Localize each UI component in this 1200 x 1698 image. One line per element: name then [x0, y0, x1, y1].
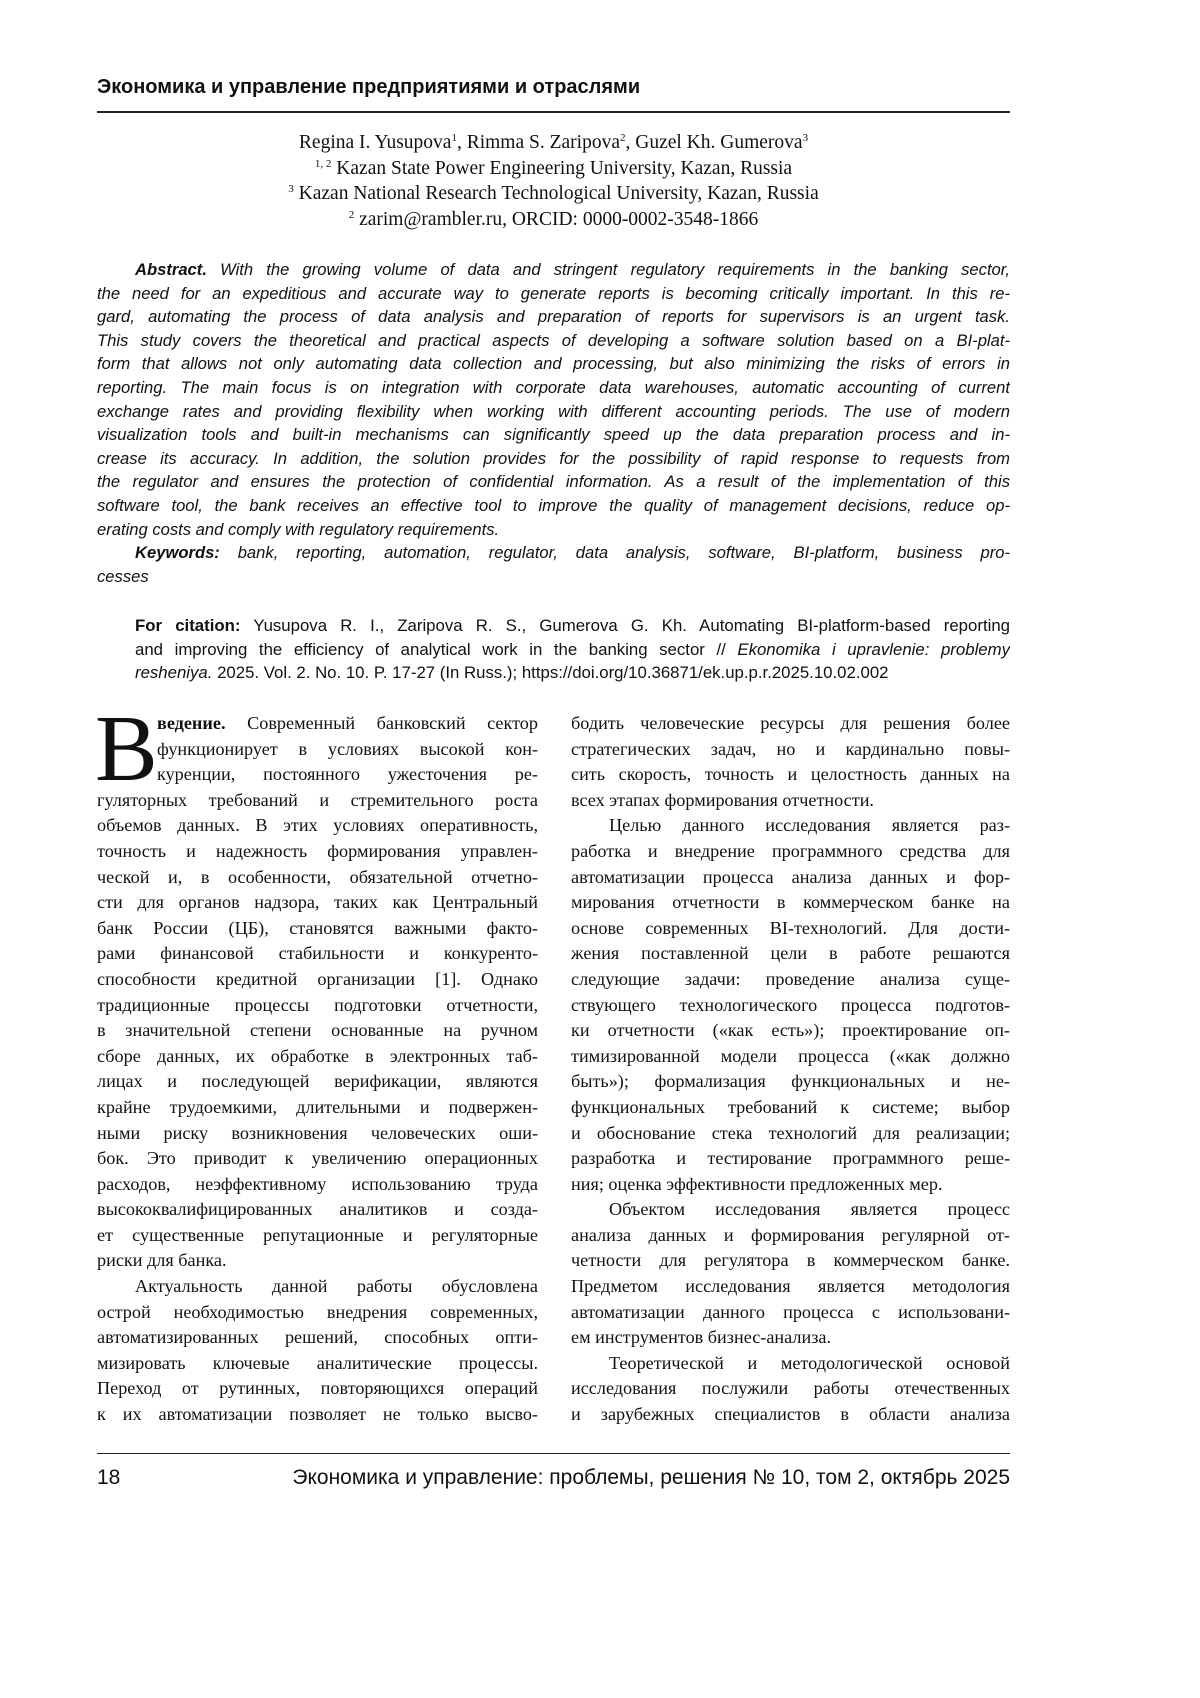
text-segment: риски для банка.: [97, 1250, 227, 1270]
text-segment: острой необходимостью внедрения современных,: [97, 1302, 538, 1322]
text-segment: высококвалифицированных аналитиков и созда-: [97, 1199, 538, 1219]
text-line: [571, 1121, 1010, 1147]
author-sup: 2: [620, 132, 626, 144]
text-line: [97, 494, 1010, 518]
text-segment: the need for an expeditious and accurate way to generate reports is becoming critically important. In this re-: [97, 284, 1010, 303]
text-segment: банк России (ЦБ), становятся важными факто-: [97, 918, 538, 938]
text-segment: способности кредитной организации [1]. Однако: [97, 969, 538, 989]
text-line: [571, 1146, 1010, 1172]
text-segment: gard, automating the process of data analysis and preparation of reports for supervisors is an urgent task.: [97, 307, 1010, 326]
authors-block: [97, 130, 1010, 233]
contact-text: zarim@rambler.ru, ORCID: 0000-0002-3548-1866: [354, 209, 758, 230]
text-line: [97, 305, 1010, 329]
text-line: [97, 1376, 538, 1402]
text-line: [571, 737, 1010, 763]
text-line: [97, 967, 538, 993]
text-line: [97, 1044, 538, 1070]
text-segment: мирования отчетности в коммерческом банке на: [571, 892, 1010, 912]
label-text: Keywords:: [135, 543, 220, 562]
text-segment: работка и внедрение программного средства для: [571, 841, 1010, 861]
text-segment: рами финансовой стабильности и конкуренто-: [97, 943, 538, 963]
affiliation-text: Kazan National Research Technological University, Kazan, Russia: [294, 183, 819, 204]
text-line: [97, 1121, 538, 1147]
text-segment: основе современных BI-технологий. Для дости-: [571, 918, 1010, 938]
text-line: [571, 1300, 1010, 1326]
text-line: [97, 541, 1010, 565]
text-segment: reporting. The main focus is on integration with corporate data warehouses, automatic accounting of current: [97, 378, 1010, 397]
text-segment: традиционные процессы подготовки отчетности,: [97, 995, 538, 1015]
text-segment: функциональных требований к системе; выбор: [571, 1097, 1010, 1117]
text-segment: сборе данных, их обработке в электронных таб-: [97, 1046, 538, 1066]
text-segment: Теоретической и методологической основой: [609, 1353, 1010, 1373]
text-segment: тимизированной модели процесса («как должно: [571, 1046, 1010, 1066]
text-line: [97, 282, 1010, 306]
text-line: [97, 865, 538, 891]
text-segment: Предметом исследования является методология: [571, 1276, 1010, 1296]
drop-cap: В: [95, 709, 158, 789]
text-line: [97, 813, 538, 839]
text-line: [571, 1018, 1010, 1044]
journal-issue: Экономика и управление: проблемы, решения № 10, том 2, октябрь 2025: [292, 1466, 1010, 1490]
text-segment: всех этапах формирования отчетности.: [571, 790, 874, 810]
text-line: [97, 916, 538, 942]
text-segment: This study covers the theoretical and practical aspects of developing a software solution based on a BI-plat-: [97, 331, 1010, 350]
text-line: [97, 614, 1010, 638]
text-segment: объемов данных. В этих условиях оперативность,: [97, 815, 538, 835]
text-segment: мизировать ключевые аналитические процессы.: [97, 1353, 538, 1373]
text-segment: exchange rates and providing flexibility when working with different accounting periods. The use of modern: [97, 402, 1010, 421]
text-segment: Целью данного исследования является раз-: [609, 815, 1010, 835]
text-line: [97, 1069, 538, 1095]
text-line: [97, 941, 538, 967]
text-segment: Переход от рутинных, повторяющихся операций: [97, 1378, 538, 1398]
text-segment: сти для органов надзора, таких как Центральный: [97, 892, 538, 912]
text-segment: ки отчетности («как есть»); проектирование оп-: [571, 1020, 1010, 1040]
text-segment: ет существенные репутационные и регуляторные: [97, 1225, 538, 1245]
text-line: [97, 993, 538, 1019]
text-line: [97, 890, 538, 916]
text-segment: cesses: [97, 567, 149, 586]
body-column-left: [97, 711, 538, 1428]
text-segment: бодить человеческие ресурсы для решения более: [571, 713, 1010, 733]
text-line: [97, 352, 1010, 376]
text-line: [97, 1248, 538, 1274]
text-line: [571, 762, 1010, 788]
affiliation-sup: 1, 2: [315, 158, 332, 170]
text-line: [97, 1351, 538, 1377]
body-column-right: [571, 711, 1010, 1428]
text-segment: бок. Это приводит к увеличению операционных: [97, 1148, 538, 1168]
text-line: [97, 737, 538, 763]
text-segment: исследования послужили работы отечественных: [571, 1378, 1010, 1398]
text-segment: функционирует в условиях высокой кон-: [157, 739, 538, 759]
abstract: [97, 258, 1010, 588]
page-footer: [97, 1466, 1010, 1490]
text-segment: crease its accuracy. In addition, the solution provides for the possibility of rapid response to requests from: [97, 449, 1010, 468]
label-text: For citation:: [135, 616, 240, 635]
author-sup: 3: [803, 132, 809, 144]
author-name: , Rimma S. Zaripova: [457, 132, 620, 153]
text-segment: form that allows not only automating data collection and processing, but also minimizing the risks of errors in: [97, 354, 1010, 373]
text-line: [97, 423, 1010, 447]
text-line: [97, 1325, 538, 1351]
text-segment: the regulator and ensures the protection of confidential information. As a result of the implementation of this: [97, 472, 1010, 491]
text-segment: быть»); формализация функциональных и не-: [571, 1071, 1010, 1091]
text-segment: ными риску возникновения человеческих оши-: [97, 1123, 538, 1143]
text-line: [97, 1274, 538, 1300]
text-line: [97, 1172, 538, 1198]
contact-line: [97, 207, 1010, 233]
text-line: [571, 1325, 1010, 1351]
author-sup: 1: [451, 132, 457, 144]
label-text: ведение.: [157, 713, 226, 733]
text-segment: ческой и, в особенности, обязательной отчетно-: [97, 867, 538, 887]
text-line: [571, 1069, 1010, 1095]
citation: [97, 614, 1010, 685]
text-segment: сить скорость, точность и целостность данных на: [571, 764, 1010, 784]
text-segment: жения поставленной цели в работе решаются: [571, 943, 1010, 963]
text-line: [571, 1248, 1010, 1274]
footer-rule: [97, 1453, 1010, 1454]
text-line: [97, 376, 1010, 400]
text-line: [97, 565, 1010, 589]
text-segment: and improving the efficiency of analytical work in the banking sector //: [135, 640, 737, 659]
author-name: Regina I. Yusupova: [299, 132, 452, 153]
text-line: [571, 1351, 1010, 1377]
affiliation: [97, 181, 1010, 207]
text-line: [571, 1044, 1010, 1070]
label-text: Abstract.: [135, 260, 207, 279]
text-line: [571, 916, 1010, 942]
text-segment: автоматизации данного процесса с использовани-: [571, 1302, 1010, 1322]
text-segment: следующие задачи: проведение анализа суще-: [571, 969, 1010, 989]
text-line: [97, 1146, 538, 1172]
text-line: [97, 1018, 538, 1044]
text-segment: resheniya.: [135, 663, 212, 682]
text-line: [571, 1274, 1010, 1300]
affiliation: [97, 156, 1010, 182]
text-segment: erating costs and comply with regulatory requirements.: [97, 520, 499, 539]
text-segment: стратегических задач, но и кардинально повы-: [571, 739, 1010, 759]
text-segment: 2025. Vol. 2. No. 10. P. 17-27 (In Russ.); https://doi.org/10.36871/ek.up.p.r.2025.10.02.002: [212, 663, 888, 682]
text-segment: разработка и тестирование программного реше-: [571, 1148, 1010, 1168]
text-line: [97, 470, 1010, 494]
text-segment: в значительной степени основанные на ручном: [97, 1020, 538, 1040]
text-line: [571, 890, 1010, 916]
text-line: [571, 1223, 1010, 1249]
text-line: [97, 329, 1010, 353]
text-segment: software tool, the bank receives an effective tool to improve the quality of management decisions, reduce op-: [97, 496, 1010, 515]
author-names: [97, 130, 1010, 156]
text-segment: анализа данных и формирования регулярной от-: [571, 1225, 1010, 1245]
text-segment: bank, reporting, automation, regulator, data analysis, software, BI-platform, business pro-: [220, 543, 1010, 562]
author-name: , Guzel Kh. Gumerova: [626, 132, 803, 153]
text-line: [571, 1402, 1010, 1428]
text-line: [571, 1172, 1010, 1198]
affiliation-text: Kazan State Power Engineering University, Kazan, Russia: [331, 158, 792, 179]
text-segment: и зарубежных специалистов в области анализа: [571, 1404, 1010, 1424]
text-line: [97, 788, 538, 814]
text-segment: к их автоматизации позволяет не только высво-: [97, 1404, 538, 1424]
text-segment: ем инструментов бизнес-анализа.: [571, 1327, 831, 1347]
text-segment: крайне трудоемкими, длительными и подвержен-: [97, 1097, 538, 1117]
page-number: 18: [97, 1466, 120, 1490]
text-segment: Объектом исследования является процесс: [609, 1199, 1010, 1219]
text-line: [571, 1376, 1010, 1402]
text-line: [571, 1095, 1010, 1121]
text-line: [97, 661, 1010, 685]
text-segment: лицах и последующей верификации, являются: [97, 1071, 538, 1091]
text-line: [571, 993, 1010, 1019]
text-line: [571, 839, 1010, 865]
text-segment: расходов, неэффективному использованию труда: [97, 1174, 538, 1194]
text-line: [97, 839, 538, 865]
text-segment: ния; оценка эффективности предложенных мер.: [571, 1174, 943, 1194]
text-line: [97, 1300, 538, 1326]
text-line: [571, 865, 1010, 891]
affiliation-sup: 2: [349, 209, 355, 221]
text-segment: ствующего технологического процесса подготов-: [571, 995, 1010, 1015]
text-line: [571, 711, 1010, 737]
text-segment: Yusupova R. I., Zaripova R. S., Gumerova G. Kh. Automating BI-platform-based reporting: [240, 616, 1010, 635]
text-segment: и обоснование стека технологий для реализации;: [571, 1123, 1010, 1143]
text-line: [571, 788, 1010, 814]
header-rule: [97, 111, 1010, 113]
text-segment: With the growing volume of data and stringent regulatory requirements in the banking sector,: [207, 260, 1010, 279]
text-segment: четности для регулятора в коммерческом банке.: [571, 1250, 1010, 1270]
text-line: [97, 1095, 538, 1121]
running-head: Экономика и управление предприятиями и отраслями: [97, 76, 640, 99]
text-line: [97, 1402, 538, 1428]
text-segment: Актуальность данной работы обусловлена: [135, 1276, 538, 1296]
text-segment: автоматизированных решений, способных опти-: [97, 1327, 538, 1347]
text-segment: Ekonomika i upravlenie: problemy: [737, 640, 1010, 659]
text-line: [97, 711, 538, 737]
text-segment: автоматизации процесса анализа данных и фор-: [571, 867, 1010, 887]
text-line: [97, 1197, 538, 1223]
text-line: [97, 1223, 538, 1249]
text-line: [97, 518, 1010, 542]
affiliation-sup: 3: [288, 183, 294, 195]
text-segment: Современный банковский сектор: [226, 713, 538, 733]
text-line: [571, 813, 1010, 839]
text-segment: visualization tools and built-in mechanisms can significantly speed up the data preparation process and in-: [97, 425, 1010, 444]
text-segment: точность и надежность формирования управлен-: [97, 841, 538, 861]
text-segment: куренции, постоянного ужесточения ре-: [157, 764, 538, 784]
text-line: [571, 1197, 1010, 1223]
text-line: [571, 967, 1010, 993]
text-line: [97, 762, 538, 788]
text-line: [97, 400, 1010, 424]
text-line: [571, 941, 1010, 967]
text-line: [97, 638, 1010, 662]
text-line: [97, 258, 1010, 282]
text-segment: гуляторных требований и стремительного роста: [97, 790, 538, 810]
text-line: [97, 447, 1010, 471]
